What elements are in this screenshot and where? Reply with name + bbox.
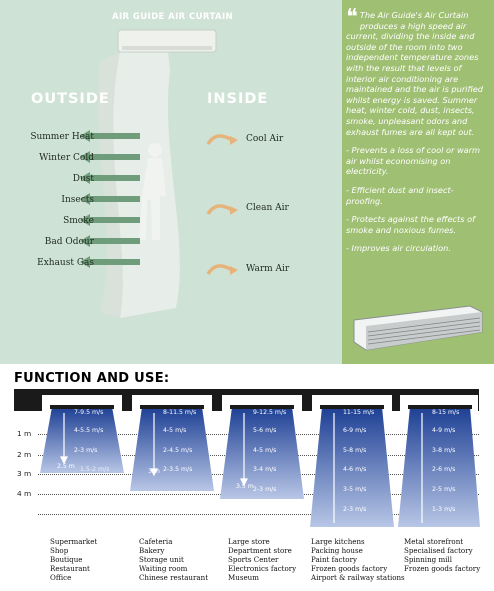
speed-label: 2-3 m/s [74, 447, 98, 454]
speed-label: 6-9 m/s [343, 427, 367, 434]
speed-label: 4-9 m/s [432, 427, 456, 434]
use-item: Specialised factory [404, 545, 473, 555]
speed-label: 8-15 m/s [432, 409, 460, 416]
speed-label: 2-3 m/s [343, 506, 367, 513]
meter-label: 1 m [17, 429, 32, 438]
description-quote: The Air Guide's Air Curtain produces a high speed air current, dividing the inside and outside of the room into two independent temperature zones with the result that levels of interior air conditioning are maintained and the air is purified whilst energy is saved. Summer heat, winter cold, dust, insects, smoke, unpleasant odors and exhaust fumes are all kept out. [346, 10, 483, 137]
outside-label: OUTSIDE [31, 91, 110, 107]
function-title: FUNCTION AND USE: [14, 371, 170, 386]
speed-label: 5-8 m/s [343, 447, 367, 454]
outside-item: Smoke [63, 216, 94, 226]
speed-label: 4-6 m/s [343, 466, 367, 473]
speed-label: 3-5 m/s [343, 486, 367, 493]
reach-label: 3 m [148, 468, 160, 475]
point-1: - Prevents a loss of cool or warm air whilst economising on electricity. [346, 145, 481, 177]
inside-label: INSIDE [207, 91, 269, 107]
description-text [346, 5, 490, 262]
speed-label: 2-6 m/s [432, 466, 456, 473]
meter-label: 2 m [17, 450, 32, 459]
use-item: Airport & railway stations [311, 572, 405, 582]
use-item: Paint factory [311, 554, 357, 564]
speed-label: 2-5 m/s [432, 486, 456, 493]
use-item: Shop [50, 545, 69, 555]
air-curtain-unit-image [350, 302, 486, 354]
speed-label: 4-5.5 m/s [74, 427, 104, 434]
outside-item: Bad Odour [44, 237, 94, 247]
use-item: Restaurant [50, 563, 90, 573]
outside-item: Exhaust Gas [37, 258, 94, 268]
speed-label: 1.5-2 m/s [80, 466, 110, 473]
use-item: Bakery [139, 545, 165, 555]
speed-label: 11-15 m/s [343, 409, 375, 416]
meter-label: 4 m [17, 489, 32, 498]
use-item: Chinese restaurant [139, 572, 209, 582]
use-item: Spinning mill [404, 554, 452, 564]
uses-list [50, 538, 97, 583]
use-item: Electronics factory [228, 563, 297, 573]
speed-label: 2-3 m/s [253, 486, 277, 493]
use-item: Large store [228, 537, 270, 546]
uses-list [404, 538, 480, 574]
uses-list [311, 538, 405, 583]
speed-label: 3-8 m/s [432, 447, 456, 454]
use-item: Supermarket [50, 537, 98, 546]
speed-label: 7-9.5 m/s [74, 409, 104, 416]
use-item: Cafeteria [139, 537, 173, 546]
speed-label: 5-6 m/s [253, 427, 277, 434]
curtain-title: AIR GUIDE AIR CURTAIN [112, 12, 234, 22]
reach-label: 3.5 m [236, 483, 254, 490]
use-item: Frozen goods factory [311, 563, 388, 573]
outside-item: Winter Cold [39, 153, 94, 163]
use-item: Museum [228, 572, 259, 582]
use-item: Office [50, 572, 72, 582]
quote-icon: ❝ [346, 5, 358, 30]
point-2: - Efficient dust and insect-proofing. [346, 184, 454, 206]
speed-label: 4-5 m/s [253, 447, 277, 454]
use-item: Frozen goods factory [404, 563, 481, 573]
inside-item: Clean Air [246, 203, 289, 213]
inside-item: Cool Air [246, 134, 284, 144]
outside-item: Dust [72, 174, 94, 184]
outside-item: Summer Heat [30, 132, 94, 142]
outside-item: Insects [61, 195, 94, 205]
inside-arrows-icon [204, 130, 244, 280]
speed-label: 3-4 m/s [253, 466, 277, 473]
speed-label: 9-12.5 m/s [253, 409, 287, 416]
reach-label: 2.5 m [57, 463, 75, 470]
use-item: Large kitchens [311, 537, 365, 546]
use-item: Metal storefront [404, 537, 464, 546]
point-4: - Improves air circulation. [346, 243, 451, 254]
inside-item: Warm Air [246, 264, 290, 274]
use-item: Sports Center [228, 554, 279, 564]
speed-label: 4-5 m/s [163, 427, 187, 434]
uses-list [139, 538, 208, 583]
use-item: Boutique [50, 554, 83, 564]
use-item: Department store [228, 545, 292, 555]
point-3: - Protects against the effects of smoke and noxious fumes. [346, 214, 475, 235]
speed-label: 2-3.5 m/s [163, 466, 193, 473]
speed-label: 1-3 m/s [432, 506, 456, 513]
speed-label: 8-11.5 m/s [163, 409, 197, 416]
speed-label: 2-4.5 m/s [163, 447, 193, 454]
use-item: Waiting room [139, 563, 188, 573]
use-item: Packing house [311, 545, 363, 555]
uses-list [228, 538, 296, 583]
meter-label: 3 m [17, 469, 32, 478]
use-item: Storage unit [139, 554, 184, 564]
